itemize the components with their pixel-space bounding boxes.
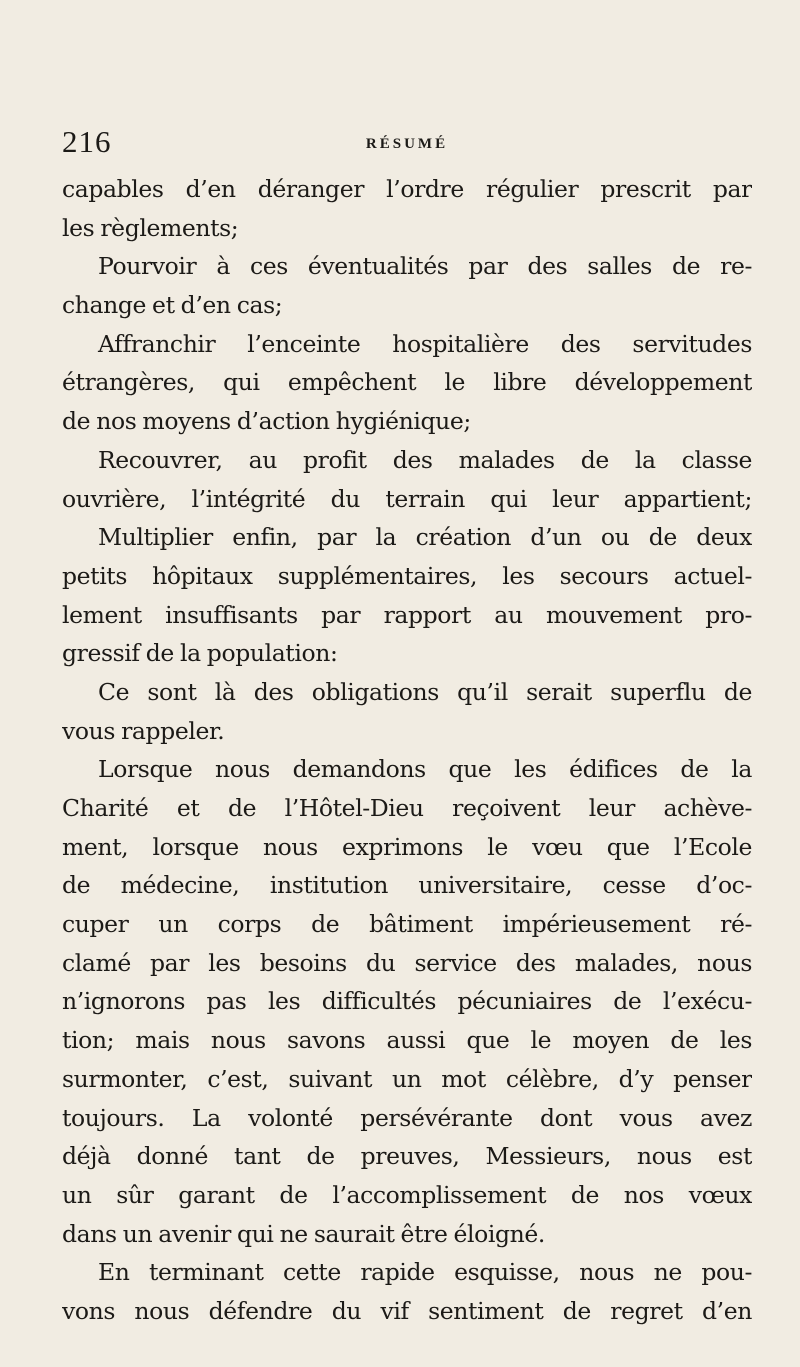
text-line: Affranchir l’enceinte hospitalière des servitudes xyxy=(98,329,752,358)
text-line: de médecine, institution universitaire, cesse d’oc- xyxy=(62,871,752,900)
running-title: RÉSUMÉ xyxy=(365,136,449,152)
text-line: cuper un corps de bâtiment impérieusement ré- xyxy=(62,910,752,939)
text-line: de nos moyens d’action hygiénique; xyxy=(62,407,471,436)
text-line: clamé par les besoins du service des malades, nous xyxy=(62,948,752,977)
text-line: un sûr garant de l’accomplissement de nos vœux xyxy=(62,1180,752,1209)
text-line: ment, lorsque nous exprimons le vœu que l’Ecole xyxy=(62,832,752,861)
text-line: Charité et de l’Hôtel-Dieu reçoivent leur achève- xyxy=(62,794,752,822)
text-line: étrangères, qui empêchent le libre développement xyxy=(62,368,752,397)
text-line: Multiplier enfin, par la création d’un ou de deux xyxy=(98,523,752,552)
text-line: dans un avenir qui ne saurait être éloigné. xyxy=(62,1219,545,1248)
text-line: vous rappeler. xyxy=(62,716,225,745)
text-line: En terminant cette rapide esquisse, nous ne pou- xyxy=(98,1258,752,1287)
text-line: déjà donné tant de preuves, Messieurs, nous est xyxy=(62,1142,752,1171)
text-line: Lorsque nous demandons que les édifices de la xyxy=(98,755,752,784)
body-text xyxy=(62,170,752,1331)
text-line: vons nous défendre du vif sentiment de regret d’en xyxy=(62,1296,752,1325)
page-number: 216 xyxy=(62,124,112,159)
text-line: change et d’en cas; xyxy=(62,291,283,320)
text-line: surmonter, c’est, suivant un mot célèbre, d’y penser xyxy=(62,1064,752,1093)
text-line: capables d’en déranger l’ordre régulier prescrit par xyxy=(62,175,752,203)
text-line: n’ignorons pas les difficultés pécuniaires de l’exécu- xyxy=(62,987,752,1016)
text-line: les règlements; xyxy=(62,213,239,242)
text-line: tion; mais nous savons aussi que le moyen de les xyxy=(62,1026,752,1055)
text-line: toujours. La volonté persévérante dont vous avez xyxy=(62,1103,752,1132)
text-line: petits hôpitaux supplémentaires, les secours actuel- xyxy=(62,561,752,590)
text-line: Recouvrer, au profit des malades de la classe xyxy=(98,445,752,474)
text-line: lement insuffisants par rapport au mouvement pro- xyxy=(62,600,752,629)
text-line: gressif de la population: xyxy=(62,639,338,668)
running-head xyxy=(62,122,752,162)
text-line: ouvrière, l’intégrité du terrain qui leur appartient; xyxy=(62,484,752,513)
text-line: Pourvoir à ces éventualités par des salles de re- xyxy=(98,252,752,281)
text-line: Ce sont là des obligations qu’il serait superflu de xyxy=(98,677,752,706)
